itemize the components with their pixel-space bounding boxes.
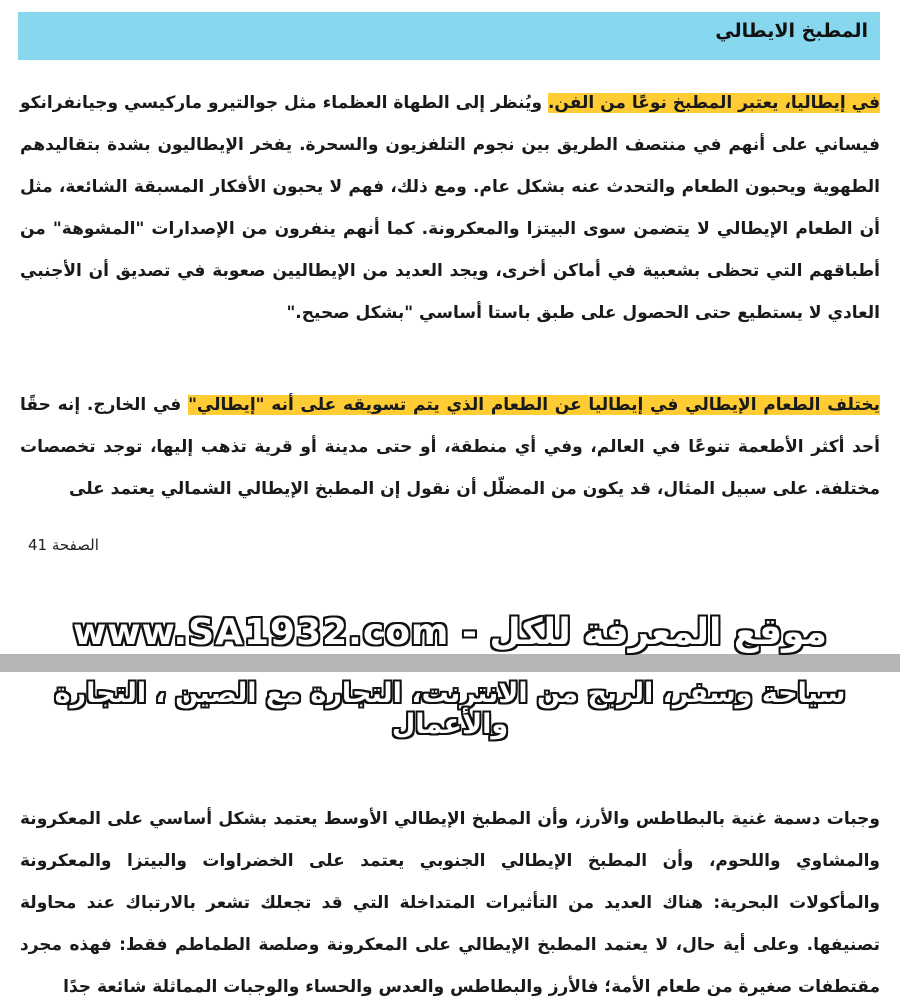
banner-tagline: سياحة وسفر، الربح من الانترنت، التجارة مع الصين ، التجارة والأعمال (54, 678, 846, 740)
banner-site-title: موقع المعرفة للكل - www.SA1932.com (73, 612, 827, 653)
section-heading: المطبخ الايطالي (715, 20, 868, 42)
page-number: الصفحة 41 (28, 536, 99, 554)
section-heading-bar (18, 12, 880, 60)
paragraph-3-text: وجبات دسمة غنية بالبطاطس والأرز، وأن المطبخ الإيطالي الأوسط يعتمد بشكل أساسي على المعكرونة والمشاوي واللحوم، وأن المطبخ الإيطالي الجنوبي يعتمد على الخضراوات والبيتزا والمعكرونة والمأكولات البحرية: هناك العديد من التأثيرات المتداخلة التي قد تجعلك تشعر بالارتباك عند محاولة تصنيفها. وعلى أية حال، لا يعتمد المطبخ الإيطالي على المعكرونة وصلصة الطماطم فقط: فهذه مجرد مقتطفات صغيرة من طعام الأمة؛ فالأرز والبطاطس والعدس والحساء والوجبات المماثلة شائعة جدًا (20, 809, 880, 997)
paragraph-1 (20, 82, 880, 334)
paragraph-2 (20, 384, 880, 510)
highlighted-sentence-2: يختلف الطعام الإيطالي في إيطاليا عن الطعام الذي يتم تسويقه على أنه "إيطالي" (188, 395, 880, 415)
paragraph-3 (20, 798, 880, 1008)
highlighted-sentence-1: في إيطاليا، يعتبر المطبخ نوعًا من الفن. (547, 93, 881, 113)
watermark-banner (0, 608, 900, 738)
paragraph-2-text: في الخارج. إنه حقًا أحد أكثر الأطعمة تنوعًا في العالم، وفي أي منطقة، أو حتى مدينة أو قرية تذهب إليها، توجد تخصصات مختلفة. على سبيل المثال، قد يكون من المضلّل أن نقول إن المطبخ الإيطالي الشمالي يعتمد على (20, 395, 880, 499)
banner-band (0, 654, 900, 672)
paragraph-1-text: ويُنظر إلى الطهاة العظماء مثل جوالتيرو ماركيسي وجيانفرانكو فيساني على أنهم في منتصف الطريق بين نجوم التلفزيون والسحرة. يفخر الإيطاليون بشدة بتقاليدهم الطهوية ويحبون الطعام والتحدث عنه بشكل عام. ومع ذلك، فهم لا يحبون الأفكار المسبقة الشائعة، مثل أن الطعام الإيطالي لا يتضمن سوى البيتزا والمعكرونة. كما أنهم ينفرون من الإصدارات "المشوهة" من أطباقهم التي تحظى بشعبية في أماكن أخرى، ويجد العديد من الإيطاليين صعوبة في تصديق أن الأجنبي العادي لا يستطيع حتى الحصول على طبق باستا أساسي "بشكل صحيح." (20, 93, 880, 323)
